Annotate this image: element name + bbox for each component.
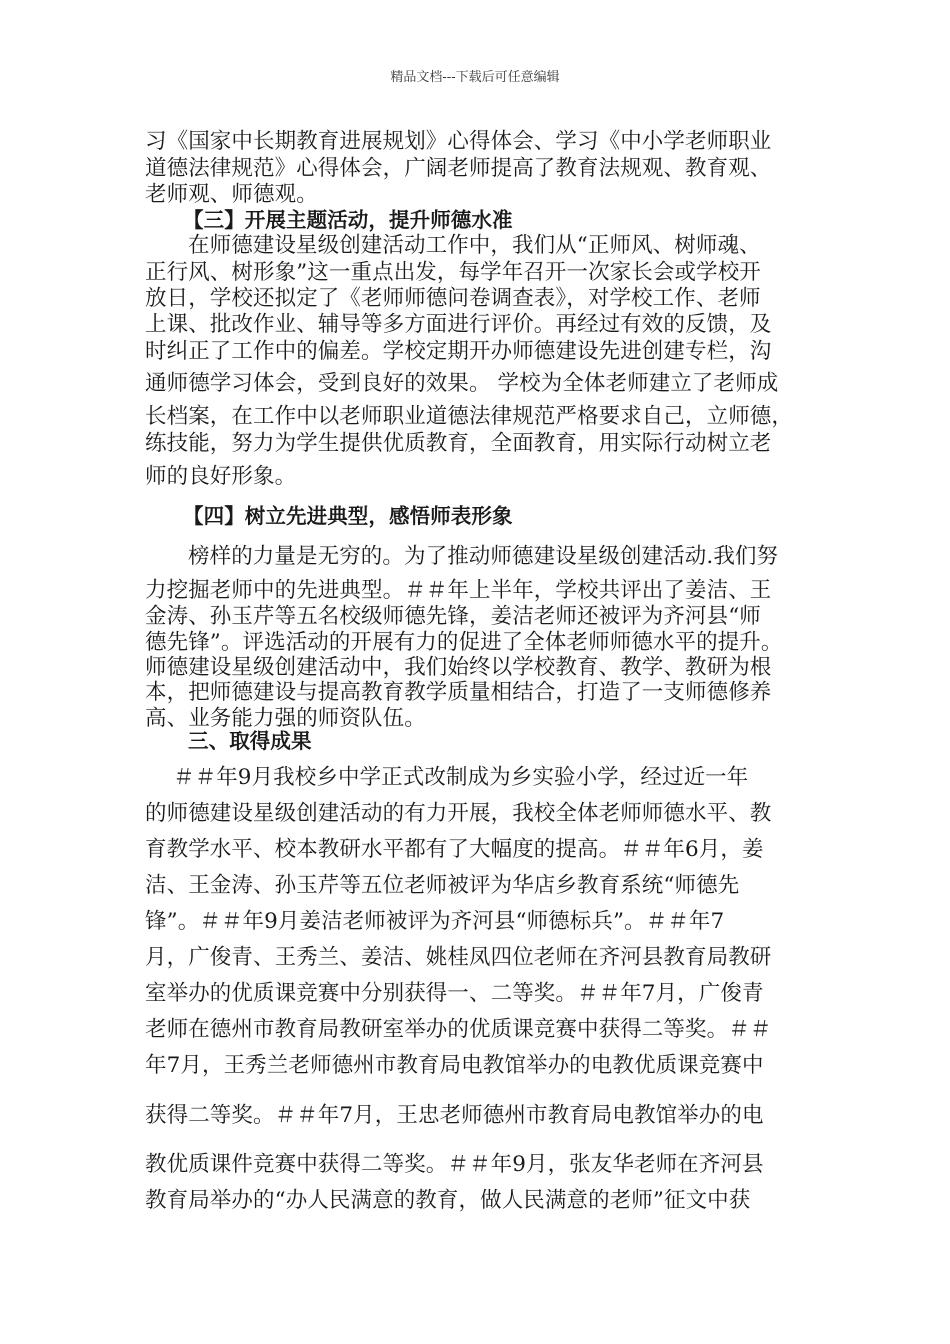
body-line: 洁、王金涛、孙玉芹等五位老师被评为华店乡教育系统“师德先 [145, 873, 740, 898]
body-line: 室举办的优质课竞赛中分别获得一、二等奖。＃＃年7月，广俊青 [145, 981, 764, 1006]
body-line: 师德建设星级创建活动中，我们始终以学校教育、教学、教研为根 [145, 655, 772, 680]
body-line: 年7月，王秀兰老师德州市教育局电教馆举办的电教优质课竞赛中 [145, 1053, 764, 1078]
body-line: 通师德学习体会，受到良好的效果。 学校为全体老师建立了老师成 [145, 371, 779, 396]
body-line: 在师德建设星级创建活动工作中，我们从“正师风、树师魂、 [188, 233, 761, 258]
page-header: 精品文档---下载后可任意编辑 [390, 70, 560, 85]
body-line: 教优质课件竞赛中获得二等奖。＃＃年9月，张友华老师在齐河县 [145, 1152, 764, 1177]
section-heading: 三、取得成果 [188, 729, 312, 753]
body-line: ＃＃年9月我校乡中学正式改制成为乡实验小学，经过近一年 [173, 765, 749, 790]
body-line: 力挖掘老师中的先进典型。＃＃年上半年，学校共评出了姜洁、王 [145, 578, 772, 603]
body-line: 本，把师德建设与提高教育教学质量相结合，打造了一支师德修养 [145, 680, 772, 705]
body-line: 教育局举办的“办人民满意的教育，做人民满意的老师”征文中获 [145, 1188, 751, 1213]
body-line: 放日，学校还拟定了《老师师德问卷调查表》，对学校工作、老师 [145, 286, 761, 311]
body-line: 时纠正了工作中的偏差。学校定期开办师德建设先进创建专栏，沟 [145, 339, 772, 364]
body-line: 高、业务能力强的师资队伍。 [145, 706, 426, 731]
body-line: 榜样的力量是无穷的。为了推动师德建设星级创建活动.我们努 [188, 544, 779, 569]
body-line: 德先锋”。评选活动的开展有力的促进了全体老师师德水平的提升。 [145, 630, 783, 655]
body-line: 习《国家中长期教育进展规划》心得体会、学习《中小学老师职业 [145, 129, 772, 154]
body-line: 育教学水平、校本教研水平都有了大幅度的提高。＃＃年6月，姜 [145, 837, 764, 862]
body-line: 金涛、孙玉芹等五名校级师德先锋，姜洁老师还被评为齐河县“师 [145, 604, 761, 629]
body-line: 练技能，努力为学生提供优质教育，全面教育，用实际行动树立老 [145, 431, 772, 456]
body-line: 上课、批改作业、辅导等多方面进行评价。再经过有效的反馈，及 [145, 312, 772, 337]
body-line: 老师观、师德观。 [145, 182, 318, 207]
body-line: 锋”。＃＃年9月姜洁老师被评为齐河县“师德标兵”。＃＃年7 [145, 909, 725, 934]
body-line: 老师在德州市教育局教研室举办的优质课竞赛中获得二等奖。＃＃ [145, 1017, 772, 1042]
body-line: 的师德建设星级创建活动的有力开展，我校全体老师师德水平、教 [145, 801, 772, 826]
body-line: 长档案，在工作中以老师职业道德法律规范严格要求自己，立师德， [145, 404, 794, 429]
section-heading: 【三】开展主题活动，提升师德水准 [183, 208, 513, 232]
body-line: 道德法律规范》心得体会，广阔老师提高了教育法规观、教育观、 [145, 156, 772, 181]
body-line: 获得二等奖。＃＃年7月，王忠老师德州市教育局电教馆举办的电 [145, 1103, 764, 1128]
body-line: 月，广俊青、王秀兰、姜洁、姚桂凤四位老师在齐河县教育局教研 [145, 945, 772, 970]
section-heading: 【四】树立先进典型，感悟师表形象 [183, 504, 513, 528]
body-line: 正行风、树形象”这一重点出发，每学年召开一次家长会或学校开 [145, 260, 761, 285]
body-line: 师的良好形象。 [145, 464, 297, 489]
